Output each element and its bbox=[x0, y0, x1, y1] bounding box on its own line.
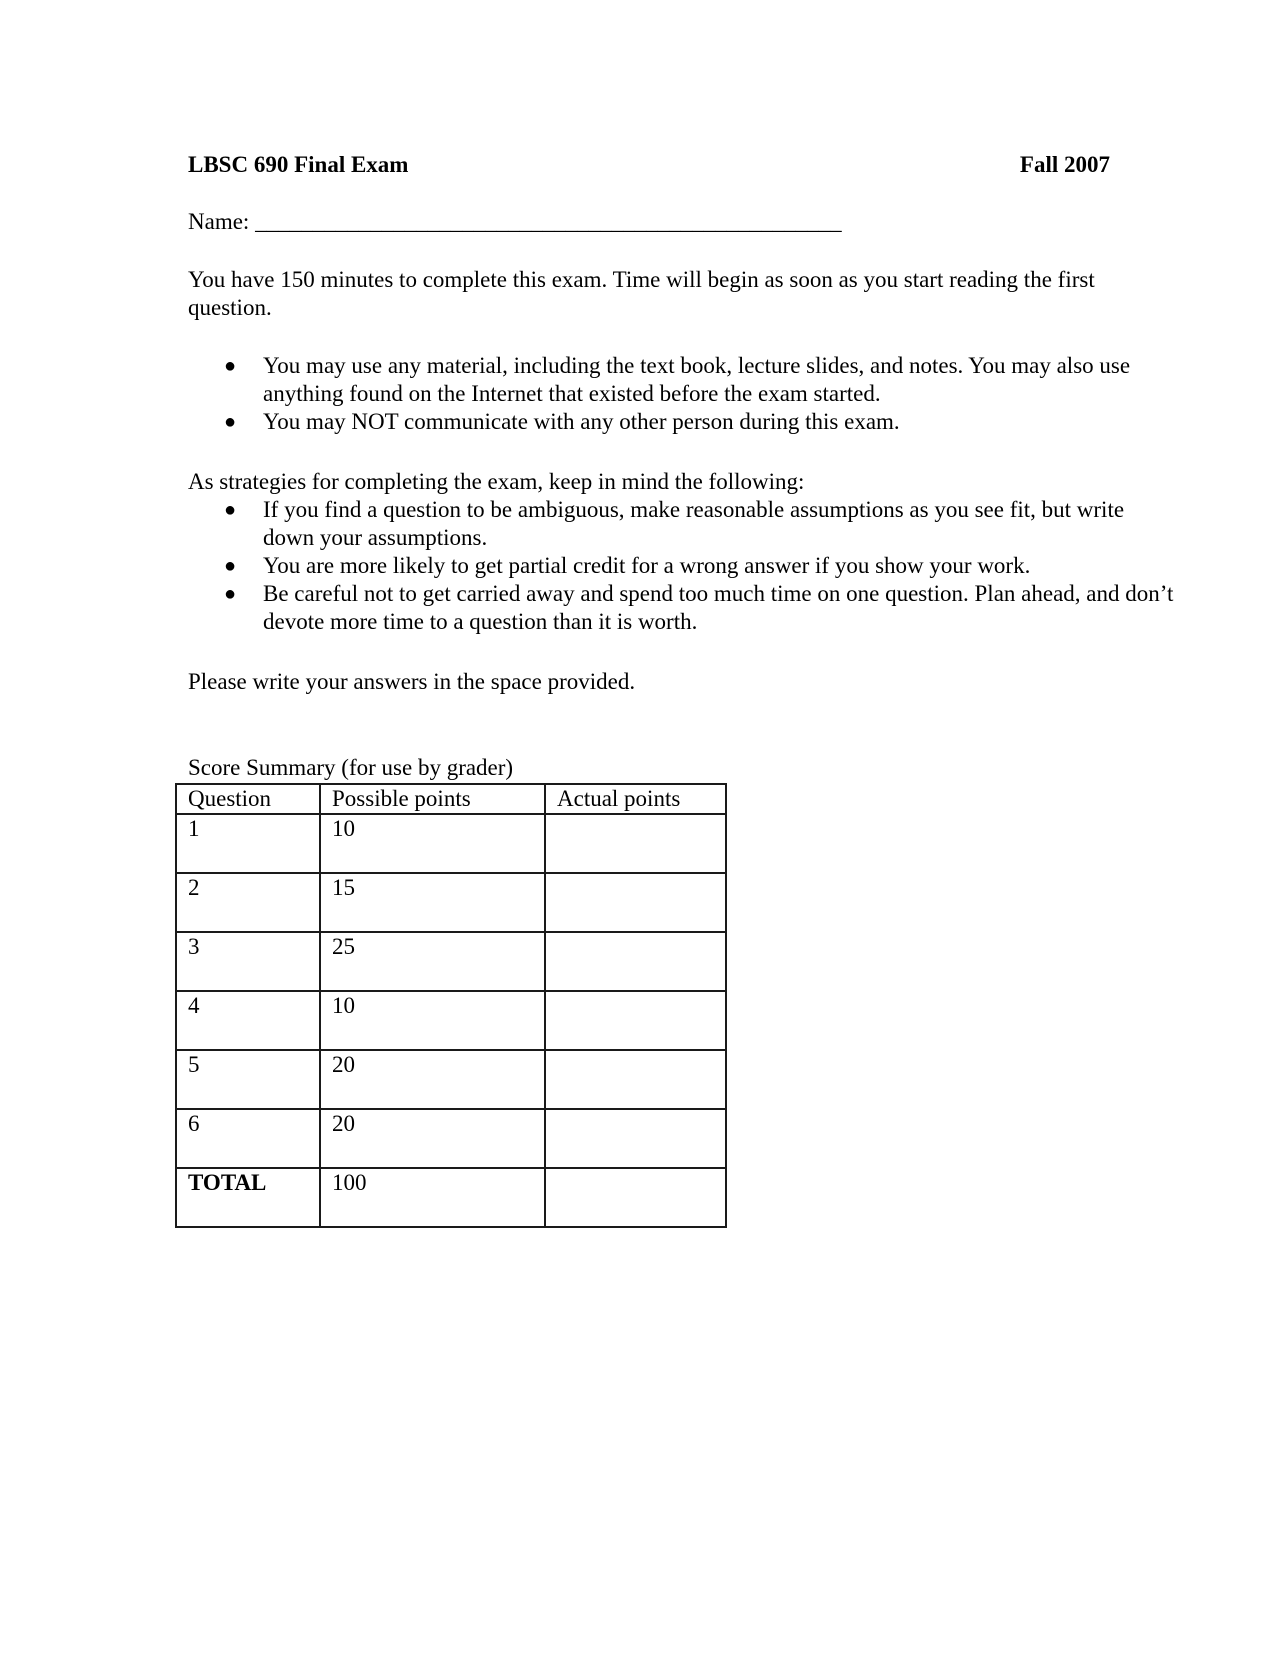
bullet-icon: ● bbox=[224, 355, 237, 377]
header-actual-points: Actual points bbox=[545, 784, 726, 814]
table-row-total bbox=[176, 1168, 726, 1227]
list-item bbox=[188, 496, 1178, 552]
table-row bbox=[176, 873, 726, 932]
question-cell: 5 bbox=[176, 1050, 320, 1109]
exam-instructions: You have 150 minutes to complete this exam. Time will begin as soon as you start reading the first question. bbox=[188, 267, 1095, 320]
possible-points-cell: 25 bbox=[320, 932, 545, 991]
total-possible-cell: 100 bbox=[320, 1168, 545, 1227]
list-item bbox=[188, 352, 1178, 408]
table-row bbox=[176, 991, 726, 1050]
question-cell: 4 bbox=[176, 991, 320, 1050]
question-cell: 3 bbox=[176, 932, 320, 991]
strategy-text: You are more likely to get partial credit for a wrong answer if you show your work. bbox=[263, 553, 1031, 578]
score-summary-caption: Score Summary (for use by grader) bbox=[188, 755, 514, 780]
exam-term: Fall 2007 bbox=[1019, 152, 1110, 177]
strategies-intro: As strategies for completing the exam, keep in mind the following: bbox=[188, 469, 805, 494]
question-cell: 6 bbox=[176, 1109, 320, 1168]
strategy-text: Be careful not to get carried away and spend too much time on one question. Plan ahead, and don’t devote more time to a question than it is worth. bbox=[263, 581, 1174, 634]
total-label-cell: TOTAL bbox=[176, 1168, 320, 1227]
table-row bbox=[176, 814, 726, 873]
actual-points-cell[interactable] bbox=[545, 873, 726, 932]
table-header-row bbox=[176, 784, 726, 814]
question-cell: 2 bbox=[176, 873, 320, 932]
possible-points-cell: 20 bbox=[320, 1109, 545, 1168]
table-row bbox=[176, 1109, 726, 1168]
actual-points-cell[interactable] bbox=[545, 1109, 726, 1168]
question-cell: 1 bbox=[176, 814, 320, 873]
strategies-list bbox=[188, 496, 1178, 636]
possible-points-cell: 10 bbox=[320, 991, 545, 1050]
score-summary-table bbox=[175, 783, 727, 1228]
rule-text: You may use any material, including the text book, lecture slides, and notes. You may also use anything found on the Internet that existed before the exam started. bbox=[263, 353, 1131, 406]
bullet-icon: ● bbox=[224, 583, 237, 605]
rule-text: You may NOT communicate with any other person during this exam. bbox=[263, 409, 900, 434]
possible-points-cell: 20 bbox=[320, 1050, 545, 1109]
actual-points-cell[interactable] bbox=[545, 932, 726, 991]
table-row bbox=[176, 932, 726, 991]
actual-points-cell[interactable] bbox=[545, 814, 726, 873]
list-item bbox=[188, 580, 1178, 636]
list-item bbox=[188, 552, 1178, 580]
name-label: Name: bbox=[188, 209, 250, 234]
exam-title: LBSC 690 Final Exam bbox=[188, 152, 409, 177]
name-blank[interactable]: ___________________________________________________ bbox=[255, 209, 842, 234]
list-item bbox=[188, 408, 1178, 436]
strategy-text: If you find a question to be ambiguous, make reasonable assumptions as you see fit, but write down your assumptions. bbox=[263, 497, 1125, 550]
actual-points-cell[interactable] bbox=[545, 991, 726, 1050]
table-row bbox=[176, 1050, 726, 1109]
total-actual-cell[interactable] bbox=[545, 1168, 726, 1227]
header-question: Question bbox=[176, 784, 320, 814]
bullet-icon: ● bbox=[224, 555, 237, 577]
closing-instruction: Please write your answers in the space provided. bbox=[188, 669, 636, 694]
bullet-icon: ● bbox=[224, 499, 237, 521]
actual-points-cell[interactable] bbox=[545, 1050, 726, 1109]
rules-list bbox=[188, 352, 1178, 436]
possible-points-cell: 15 bbox=[320, 873, 545, 932]
header-possible-points: Possible points bbox=[320, 784, 545, 814]
bullet-icon: ● bbox=[224, 411, 237, 433]
possible-points-cell: 10 bbox=[320, 814, 545, 873]
name-field[interactable] bbox=[188, 208, 842, 236]
